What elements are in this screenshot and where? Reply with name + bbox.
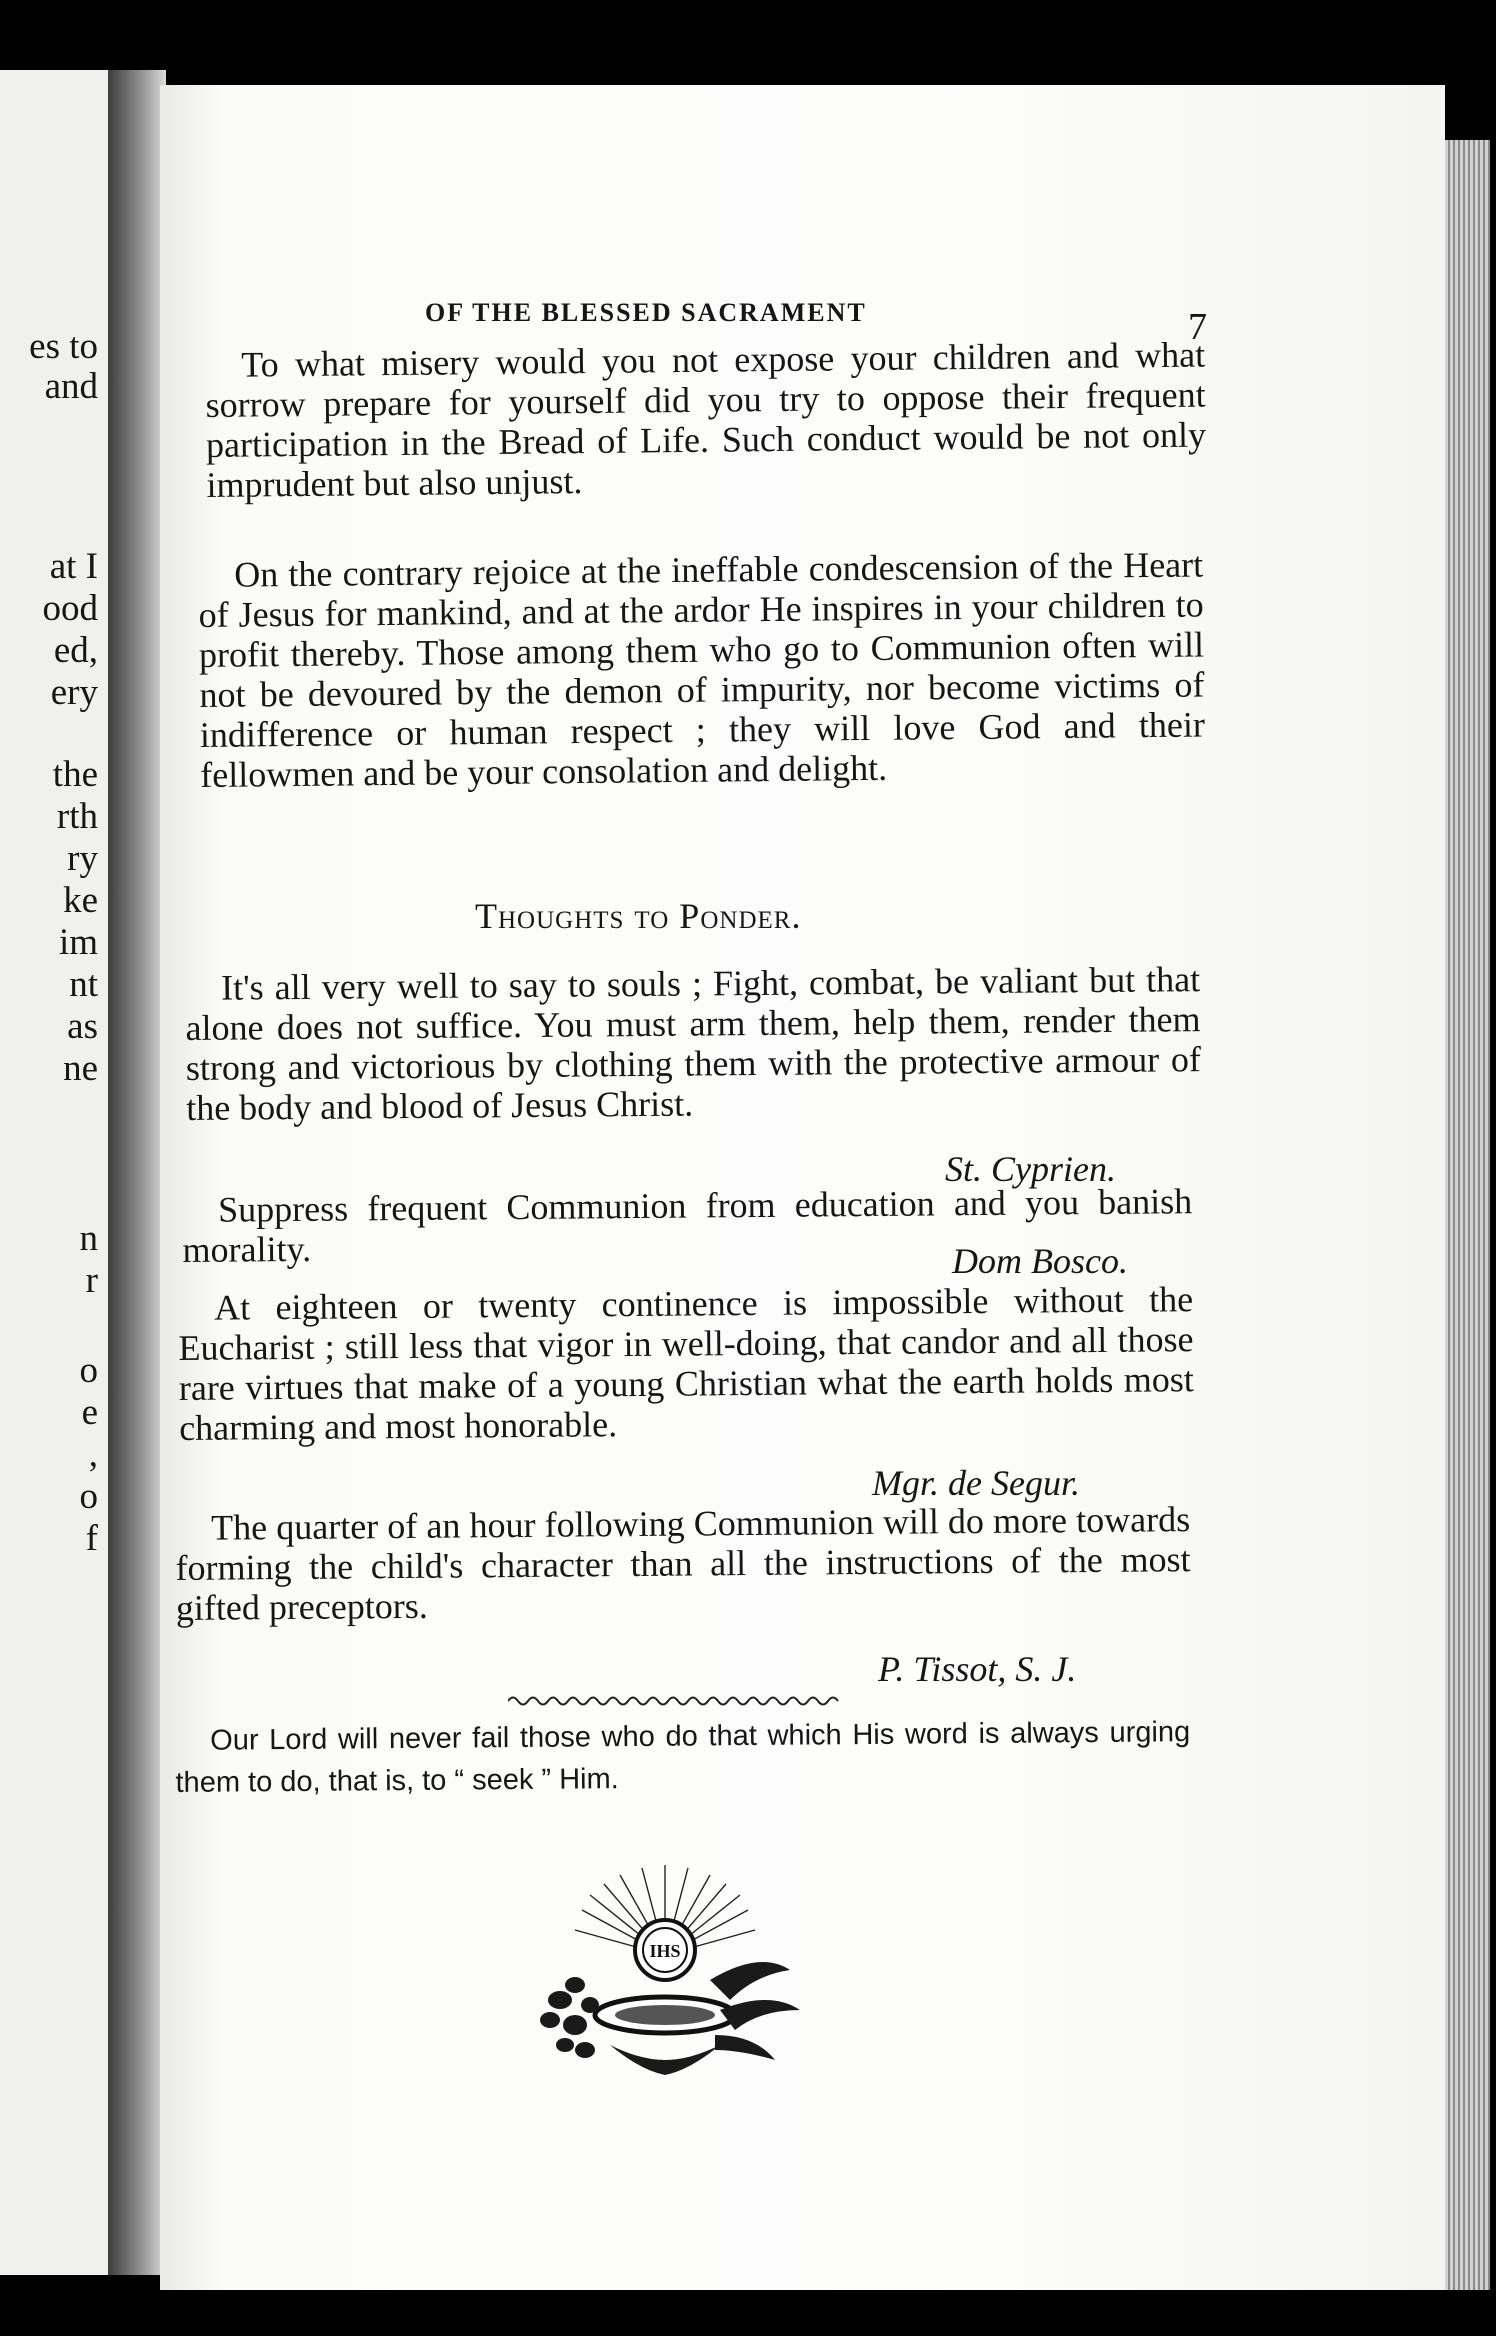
facing-page-fragment: r xyxy=(85,1260,98,1301)
facing-page-fragment: ed, xyxy=(53,630,98,671)
facing-page-fragment: nt xyxy=(69,964,98,1005)
facing-page-fragment: f xyxy=(85,1518,98,1559)
facing-page-fragment: n xyxy=(79,1218,98,1259)
facing-page-fragment: ry xyxy=(67,838,98,879)
monstrance-ornament-icon xyxy=(520,1860,810,2090)
facing-page-fragment: at I xyxy=(49,546,98,587)
quote-text: At eighteen or twenty continence is impossible without the Eucharist ; still less that vigor in well-doing, that candor and all those rare virtues that make of a young Christian what the earth holds most charming and most honorable. xyxy=(178,1279,1195,1448)
book-gutter xyxy=(108,70,166,2275)
footnote: Our Lord will never fail those who do that which His word is always urging them to do, that is, to “ seek ” Him. xyxy=(175,1716,1191,1799)
quote-author: Dom Bosco. xyxy=(952,1241,1128,1281)
facing-page-fragment: as xyxy=(67,1006,98,1047)
quote-author: P. Tissot, S. J. xyxy=(878,1649,1077,1689)
facing-page-fragment: im xyxy=(58,922,98,963)
facing-page-fragment: o xyxy=(79,1350,98,1391)
wavy-divider xyxy=(508,1692,843,1710)
running-title: OF THE BLESSED SACRAMENT xyxy=(425,298,867,327)
facing-page-fragment: es to xyxy=(29,326,98,367)
ihs-monogram: IHS xyxy=(649,1941,681,1961)
facing-page-fragment: ery xyxy=(50,672,98,713)
facing-page-fragment: ke xyxy=(63,880,98,921)
facing-page-fragment: rth xyxy=(56,796,98,837)
facing-page-fragment: ne xyxy=(63,1048,98,1089)
page-number: 7 xyxy=(1188,306,1207,348)
quote-text: It's all very well to say to souls ; Fight, combat, be valiant but that alone does not suffice. You must arm them, help them, render them strong and victorious by clothing them with the protective armour of the body and blood of Jesus Christ. xyxy=(185,959,1202,1128)
section-heading: Thoughts to Ponder. xyxy=(475,896,802,936)
quote-author: Mgr. de Segur. xyxy=(872,1463,1080,1503)
body-paragraph: To what misery would you not expose your children and what sorrow prepare for yourself did you try to oppose their frequent participation in the Bread of Life. Such conduct would be not only imprudent but also unjust. xyxy=(205,334,1207,505)
facing-page xyxy=(0,70,112,2275)
quote-author: St. Cyprien. xyxy=(945,1149,1116,1189)
quote-text: Suppress frequent Communion from education and you banish morality. xyxy=(182,1181,1193,1270)
facing-page-fragment: ood xyxy=(42,588,98,629)
page-edges xyxy=(1438,140,1490,2290)
facing-page-fragment: , xyxy=(88,1434,98,1475)
body-paragraph: On the contrary rejoice at the ineffable condescension of the Heart of Jesus for mankind, and at the ardor He inspires in your children to profit thereby. Those among them who go to Communion often will not be devoured by the demon of impurity, nor become victims of indifference or human respect ; they will love God and their fellowmen and be your consolation and delight. xyxy=(198,544,1206,795)
facing-page-fragment: and xyxy=(44,366,98,407)
quote-text: The quarter of an hour following Communion will do more towards forming the child's character than all the instructions of the most gifted preceptors. xyxy=(175,1499,1191,1628)
facing-page-fragment: o xyxy=(79,1476,98,1517)
facing-page-fragment: the xyxy=(52,754,98,795)
facing-page-fragment: e xyxy=(81,1392,98,1433)
